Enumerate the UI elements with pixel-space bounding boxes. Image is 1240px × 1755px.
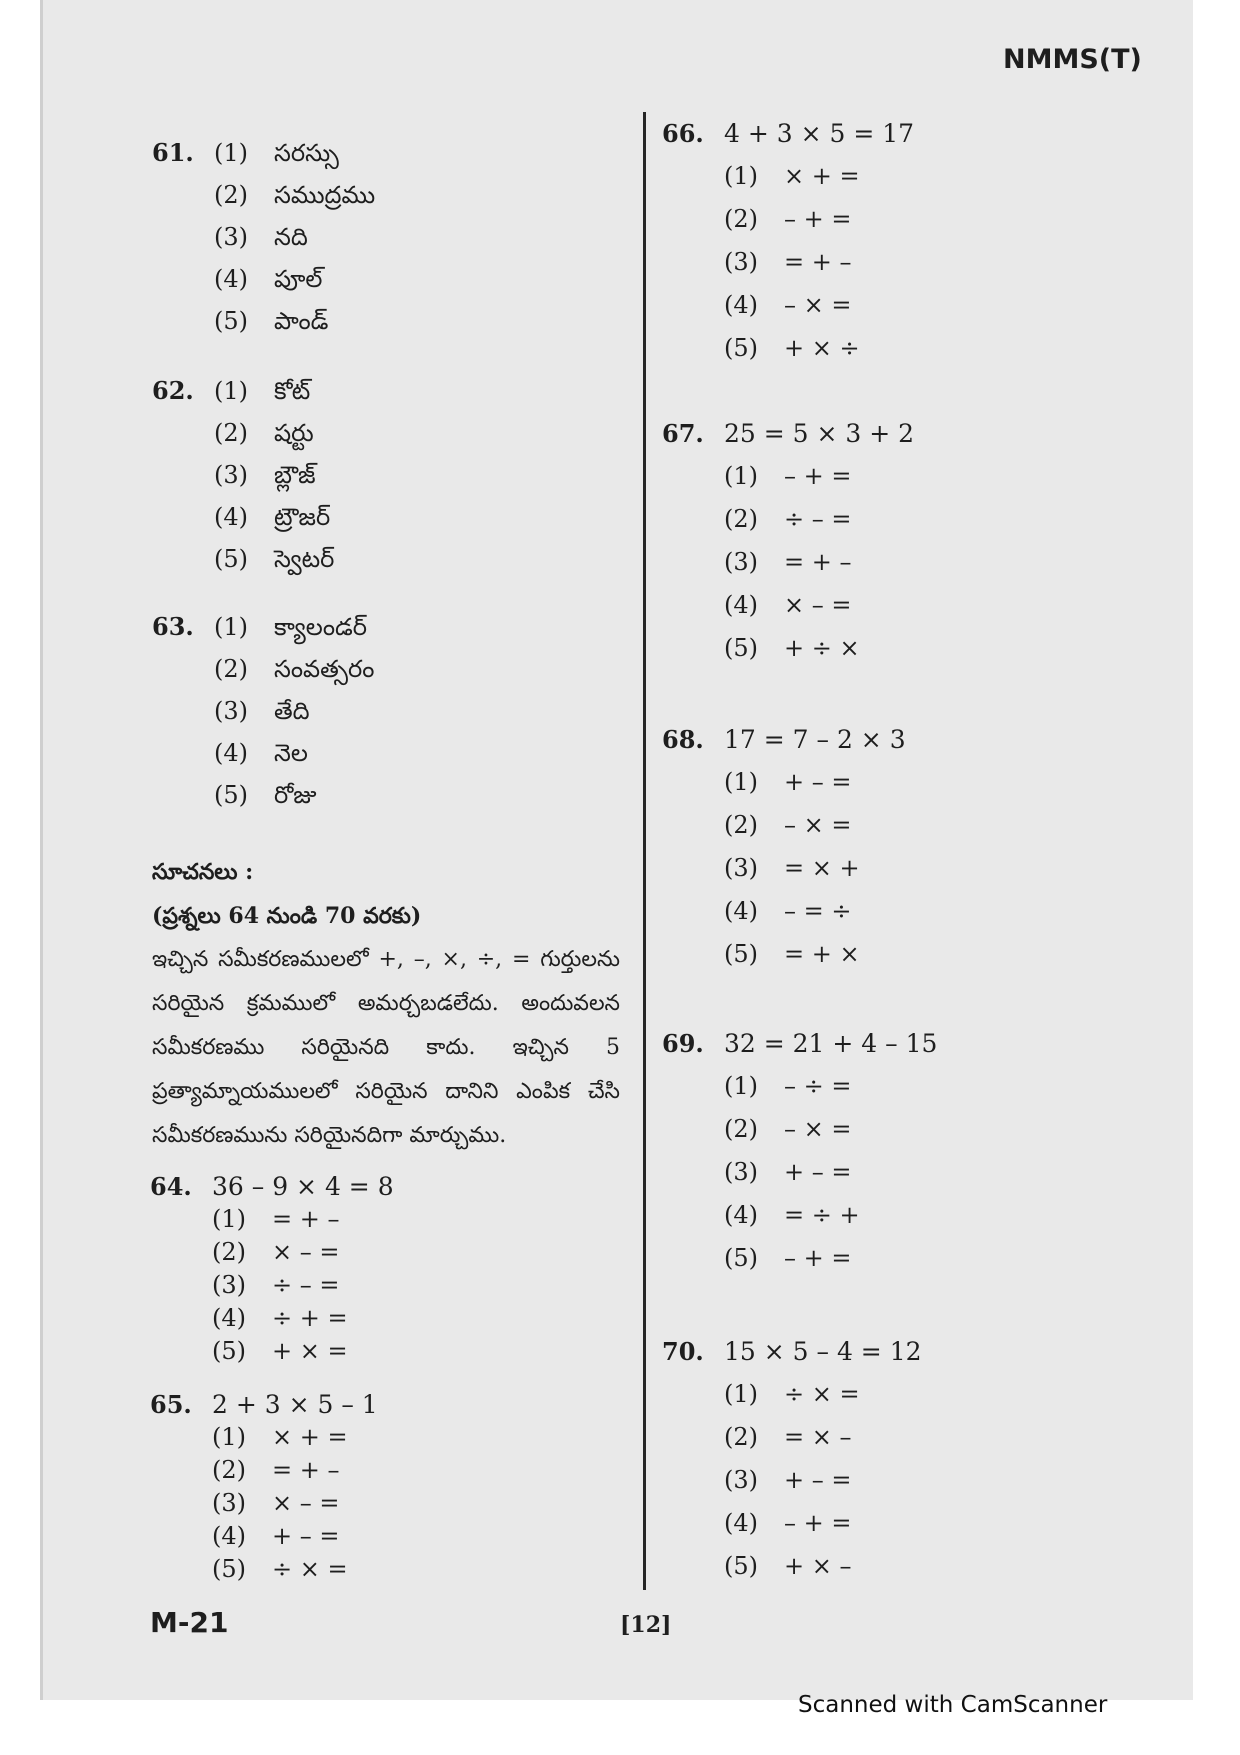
option-text: = + × <box>784 940 860 968</box>
column-divider <box>643 112 646 1590</box>
option-number: (5) <box>212 1555 246 1583</box>
option-text[interactable]: క్యాలండర్ <box>274 613 367 641</box>
question-number: 68. <box>662 725 704 754</box>
option-text: × – = <box>272 1238 340 1266</box>
question <box>152 132 375 342</box>
answer-option[interactable] <box>724 627 914 670</box>
question-number: 70. <box>662 1337 704 1366</box>
answer-option[interactable] <box>212 1236 394 1269</box>
option-text: పూల్ <box>274 265 323 293</box>
option-text: × – = <box>784 591 852 619</box>
option-text: బ్లౌజ్ <box>274 461 316 489</box>
question-header <box>662 1022 937 1065</box>
answer-option[interactable] <box>214 216 375 258</box>
option-number: (1) <box>724 1380 758 1408</box>
option-text: – = ÷ <box>784 897 852 925</box>
option-text: – + = <box>784 1509 852 1537</box>
option-text: – + = <box>784 205 852 233</box>
answer-option[interactable] <box>214 690 374 732</box>
answer-option[interactable] <box>724 455 914 498</box>
answer-option[interactable] <box>214 174 375 216</box>
option-number: (3) <box>214 223 248 251</box>
option-number: (4) <box>212 1304 246 1332</box>
question <box>150 1170 394 1368</box>
question-header <box>150 1170 394 1203</box>
answer-option[interactable] <box>212 1520 378 1553</box>
answer-option[interactable] <box>212 1203 394 1236</box>
option-number: (1) <box>212 1423 246 1451</box>
question-header <box>150 1388 378 1421</box>
answer-option[interactable] <box>724 1108 937 1151</box>
answer-option[interactable] <box>724 1459 922 1502</box>
answer-option[interactable] <box>724 584 914 627</box>
option-number: (2) <box>724 505 758 533</box>
option-number: (2) <box>212 1238 246 1266</box>
answer-option[interactable] <box>724 890 906 933</box>
option-number: (2) <box>212 1456 246 1484</box>
option-number: (1) <box>214 377 248 405</box>
option-number: (3) <box>214 697 248 725</box>
answer-option[interactable] <box>214 732 374 774</box>
option-text: + × = <box>272 1337 348 1365</box>
option-text: + × ÷ <box>784 334 860 362</box>
option-number: (2) <box>214 655 248 683</box>
answer-option[interactable] <box>214 538 334 580</box>
question <box>662 718 906 976</box>
option-text: + – = <box>784 768 852 796</box>
option-number: (2) <box>214 181 248 209</box>
question-equation: 2 + 3 × 5 – 1 <box>212 1390 378 1419</box>
option-text: = + – <box>784 248 852 276</box>
option-text: – ÷ = <box>784 1072 852 1100</box>
option-text: – × = <box>784 291 852 319</box>
answer-option[interactable] <box>724 1416 922 1459</box>
question <box>662 112 914 370</box>
option-text: – + = <box>784 462 852 490</box>
answer-option[interactable] <box>724 804 906 847</box>
option-number: (3) <box>724 548 758 576</box>
option-number: (4) <box>724 1509 758 1537</box>
instructions-block <box>152 850 620 1158</box>
option-text: షర్టు <box>274 419 314 447</box>
answer-option[interactable] <box>214 412 334 454</box>
question-equation: 17 = 7 – 2 × 3 <box>724 725 906 754</box>
answer-option[interactable] <box>724 327 914 370</box>
answer-option[interactable] <box>212 1421 378 1454</box>
option-text: – + = <box>784 1244 852 1272</box>
option-text: = + – <box>272 1205 340 1233</box>
option-text: = × + <box>784 854 860 882</box>
option-number: (4) <box>724 897 758 925</box>
answer-option[interactable] <box>724 761 906 804</box>
option-number: (5) <box>724 940 758 968</box>
answer-option[interactable] <box>724 933 906 976</box>
answer-option[interactable] <box>212 1302 394 1335</box>
option-text: ÷ – = <box>784 505 852 533</box>
option-number: (4) <box>724 291 758 319</box>
option-number: (3) <box>212 1489 246 1517</box>
answer-option[interactable] <box>724 541 914 584</box>
option-text: ÷ + = <box>272 1304 348 1332</box>
question-equation: 36 – 9 × 4 = 8 <box>212 1172 394 1201</box>
option-number: (4) <box>212 1522 246 1550</box>
question-equation: 32 = 21 + 4 – 15 <box>724 1029 938 1058</box>
option-text: = + – <box>784 548 852 576</box>
answer-option[interactable] <box>724 284 914 327</box>
option-text: నది <box>274 223 308 251</box>
answer-option[interactable] <box>724 155 914 198</box>
question-number: 65. <box>150 1390 192 1419</box>
option-text: ÷ × = <box>784 1380 860 1408</box>
question-header <box>662 1330 922 1373</box>
option-number: (4) <box>724 591 758 619</box>
option-number: (5) <box>724 334 758 362</box>
option-number: (2) <box>724 205 758 233</box>
answer-option[interactable] <box>212 1454 378 1487</box>
option-number: (5) <box>214 307 248 335</box>
question-equation: 25 = 5 × 3 + 2 <box>724 419 915 448</box>
option-text: + – = <box>272 1522 340 1550</box>
question-equation: 4 + 3 × 5 = 17 <box>724 119 915 148</box>
option-text: రోజు <box>274 781 317 809</box>
scanner-watermark: Scanned with CamScanner <box>798 1692 1108 1718</box>
option-text: = + – <box>272 1456 340 1484</box>
answer-option[interactable] <box>724 1373 922 1416</box>
option-number: (1) <box>212 1205 246 1233</box>
option-text: × – = <box>272 1489 340 1517</box>
option-text: + – = <box>784 1466 852 1494</box>
option-text: = × – <box>784 1423 852 1451</box>
option-number: (1) <box>724 768 758 796</box>
option-number: (5) <box>214 781 248 809</box>
option-number: (2) <box>214 419 248 447</box>
option-text: + × – <box>784 1552 852 1580</box>
option-text: ÷ – = <box>272 1271 340 1299</box>
instructions-text: ఇచ్చిన సమీకరణములలో +, –, ×, ÷, = గుర్తులను సరియైన క్రమములో అమర్చబడలేదు. అందువలన సమీకరణము సరియైనది కాదు. ఇచ్చిన 5 ప్రత్యామ్నాయములలో సరియైన దానిని ఎంపిక చేసి సమీకరణమును సరియైనదిగా మార్చుము. <box>152 947 620 1148</box>
exam-code: NMMS(T) <box>1003 44 1142 75</box>
question-header <box>662 718 906 761</box>
option-text: స్వెటర్ <box>274 545 335 573</box>
option-text: ట్రౌజర్ <box>274 503 331 531</box>
answer-option[interactable] <box>212 1553 378 1586</box>
answer-option[interactable] <box>214 454 334 496</box>
option-number: (2) <box>724 1423 758 1451</box>
option-text: నెల <box>274 739 308 767</box>
question <box>150 1388 378 1586</box>
option-number: (3) <box>724 1466 758 1494</box>
option-text[interactable]: కోట్ <box>274 377 311 405</box>
option-number: (4) <box>724 1201 758 1229</box>
paper-code: M-21 <box>150 1606 229 1639</box>
question <box>662 1022 937 1280</box>
question-header <box>152 370 334 412</box>
option-number: (1) <box>214 139 248 167</box>
option-number: (4) <box>214 265 248 293</box>
answer-option[interactable] <box>212 1487 378 1520</box>
option-number: (1) <box>214 613 248 641</box>
question <box>662 1330 922 1588</box>
answer-option[interactable] <box>724 498 914 541</box>
answer-option[interactable] <box>214 300 375 342</box>
instructions-range: (ప్రశ్నలు 64 నుండి 70 వరకు) <box>152 903 422 929</box>
answer-option[interactable] <box>214 496 334 538</box>
option-number: (3) <box>724 248 758 276</box>
answer-option[interactable] <box>214 258 375 300</box>
option-number: (5) <box>212 1337 246 1365</box>
option-text: + ÷ × <box>784 634 860 662</box>
option-number: (5) <box>724 634 758 662</box>
option-number: (3) <box>724 854 758 882</box>
option-number: (5) <box>724 1552 758 1580</box>
answer-option[interactable] <box>724 198 914 241</box>
question-equation: 15 × 5 – 4 = 12 <box>724 1337 922 1366</box>
question-number: 62. <box>152 376 194 405</box>
question-number: 61. <box>152 138 194 167</box>
option-text[interactable]: సరస్సు <box>274 139 339 167</box>
option-number: (5) <box>724 1244 758 1272</box>
question-header <box>662 112 914 155</box>
question-number: 63. <box>152 612 194 641</box>
answer-option[interactable] <box>724 1151 937 1194</box>
answer-option[interactable] <box>212 1269 394 1302</box>
question <box>152 370 334 580</box>
option-number: (4) <box>214 739 248 767</box>
answer-option[interactable] <box>724 847 906 890</box>
question-number: 64. <box>150 1172 192 1201</box>
option-text: × + = <box>272 1423 348 1451</box>
answer-option[interactable] <box>214 648 374 690</box>
question-number: 66. <box>662 119 704 148</box>
question-number: 67. <box>662 419 704 448</box>
option-text: తేది <box>274 697 310 725</box>
question <box>152 606 374 816</box>
option-text: × + = <box>784 162 860 190</box>
question <box>662 412 914 670</box>
instructions-heading: సూచనలు : <box>152 859 254 885</box>
option-text: సముద్రము <box>274 181 376 209</box>
option-text: = ÷ + <box>784 1201 860 1229</box>
question-header <box>152 132 375 174</box>
option-number: (1) <box>724 462 758 490</box>
option-text: – × = <box>784 1115 852 1143</box>
question-number: 69. <box>662 1029 704 1058</box>
option-number: (2) <box>724 1115 758 1143</box>
answer-option[interactable] <box>212 1335 394 1368</box>
option-number: (3) <box>214 461 248 489</box>
answer-option[interactable] <box>724 1194 937 1237</box>
option-number: (4) <box>214 503 248 531</box>
answer-option[interactable] <box>724 1502 922 1545</box>
question-header <box>152 606 374 648</box>
option-number: (1) <box>724 162 758 190</box>
page-number: [12] <box>620 1612 672 1638</box>
option-text: + – = <box>784 1158 852 1186</box>
option-number: (1) <box>724 1072 758 1100</box>
option-text: పాండ్ <box>274 307 329 335</box>
answer-option[interactable] <box>724 241 914 284</box>
option-number: (3) <box>212 1271 246 1299</box>
option-text: – × = <box>784 811 852 839</box>
option-number: (5) <box>214 545 248 573</box>
answer-option[interactable] <box>724 1545 922 1588</box>
option-number: (2) <box>724 811 758 839</box>
option-number: (3) <box>724 1158 758 1186</box>
answer-option[interactable] <box>724 1065 937 1108</box>
question-header <box>662 412 914 455</box>
answer-option[interactable] <box>724 1237 937 1280</box>
option-text: సంవత్సరం <box>274 655 375 683</box>
option-text: ÷ × = <box>272 1555 348 1583</box>
answer-option[interactable] <box>214 774 374 816</box>
